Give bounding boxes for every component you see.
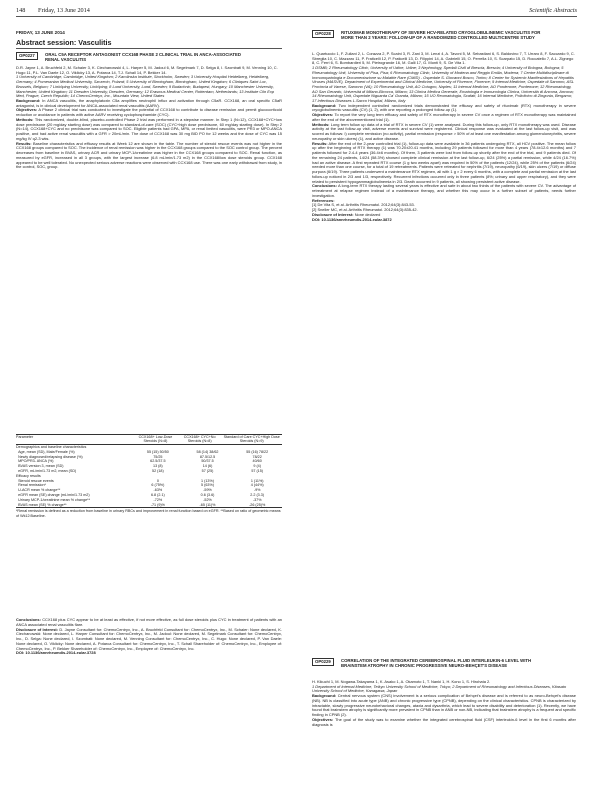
methods-para: Methods: This randomized, double-blind, placebo-controlled Phase 2 trial was performed in a stepwise manner. In Step 1 (N=12), CCX168+CYC+low dose prednisone (20 mg/day starting dose) was compared to standard-of-care (SOC) (CYC+high dose prednisone, 60 mg/day starting dose). In Step 2 (N=14), CCX168+CYC and no prednisone was compared to SOC. Eligible patients had GPA, MPA, or renal limited vasculitis, were PR3 or MPO-ANCA positive, and had active renal vasculitis with a GFR > 20mL/min. The dose of CCX168 was 30 mg BID PO for 12 weeks and the dose of CYC was 15 mg/kg IV q2-3 wks.: [16, 116, 282, 141]
references-label: References:: [312, 197, 335, 203]
table-row: eGFR, mL/min/1.73 m2, mean (SD) 52 (18) 57 (25) 57 (15): [18, 469, 264, 474]
table-row: U-ACR mean % change** -63% -59% -9%: [18, 488, 261, 493]
table-row: Steroid rescue events 0 1 (13%) 1 (11%): [18, 478, 264, 483]
op0228-body: [312, 52, 576, 222]
table-row: BVAS version 3, mean (SD) 13 (8) 14 (6) 9 (4): [18, 464, 261, 469]
table-row: Newly diagnosed/relapsing disease (%) 75/25 87.5/12.5 78/22: [18, 454, 262, 459]
session-date: FRIDAY, 13 JUNE 2014: [16, 30, 65, 35]
op0228-title-block: [312, 30, 576, 40]
abstract-title: ORAL C5A RECEPTOR ANTAGONIST CCX168 PHASE 2 CLINICAL TRIAL IN ANCA-ASSOCIATED RENAL VASCULITIS: [44, 52, 241, 62]
op0229-title-block: [312, 658, 576, 668]
table-row: Urinary MCP-1/creatinine mean % change** -72% -52% -37%: [18, 497, 262, 502]
table-section: Efficacy results: [16, 473, 41, 478]
table-row: Age, mean (SD), Male/Female (%) 55 (15) 50/50 58 (14) 38/62 55 (16) 78/22: [18, 449, 269, 454]
table-row: eGFR mean (SE) change (mL/min/1.73 m2) 6.8 (2.1) 0.6 (3.6) 2.2 (3.3): [18, 493, 265, 498]
results-table: [16, 434, 282, 518]
table-row: MPO/PR3- ANCA (%) 62.5/37.5 50/37.5 40/60: [18, 459, 262, 464]
abstract-title: CORRELATION OF THE INTEGRATED CEREBROSPINAL FLUID INTERLEUKIN-6 LEVEL WITH BRAINSTEM ATROPHY IN CHRONIC PROGRESSIVE NEURO-BEHÇET'S DISEASE: [340, 658, 532, 668]
table-row: BVAS mean (SE) % change** -71 (9)% -65 (11)% -26 (25)%: [18, 502, 266, 507]
background-para: Background: Two independent controlled randomized trials demonstrated the efficacy and safety of rituximab (RTX) monotherapy in severe cryoglobulinemic vasculitis (CV) (1, 2), with one reporting a prolonged follow-up (1).: [312, 102, 577, 113]
abstract-code: OP0228: [312, 30, 334, 38]
op0227-body: [16, 66, 282, 170]
affiliations: 1 Department of Internal Medicine, Teikyo University School of Medicine, Tokyo; 2 Department of Rheumatology and Infectious Diseases, Kitasato University School of Medicine, Kanagawa, Japan: [312, 683, 567, 694]
op0227-title-block: [16, 52, 282, 62]
background-para: Background: Central nervous system (CNS) involvement is a serious complication of Behçet's disease and is referred to as neuro-Behçet's disease (NB). NB is classified into acute type (ANB) and chronic progressive type (CPNB), depending on the clinical characteristics. CPNB is characterized by intractable, slowly progressive neurobehavioral changes, ataxia and dysarthria, which lead to severe disability and deterioration (1). Recently, we have found that brainstem atrophy is significantly more prevalent in CPNB than in ANB or non-NB, indicating that brainstem atrophy is a frequent and specific finding in CPNB (2).: [312, 693, 576, 718]
page-number: 148: [16, 7, 26, 14]
header-date: Friday, 13 June 2014: [38, 7, 90, 14]
op0227-end: [16, 618, 282, 656]
reference-item: [2] Sneller MC, et al. Arthritis Rheumatol. 2012;64(3):835-42.: [312, 207, 418, 213]
objectives-para: Objectives: To report the very long term efficacy and safety of RTX monotherapy in severe CV once a regimen of RTX monotherapy was maintained after the end of the abovementioned trial (1).: [312, 112, 576, 122]
affiliations: 1 DSMB; 2 Rheumatology Clinic, University of Udine, Udine; 3 Nephrology, Spedali Civili di Brescia, Brescia; 4 University of Bologna, Bologna; 5 Rheumatology Unit, University of Pisa, Pisa; 6 Rheumatology Clinic, University of Modena and Reggio Emilia, Modena; 7 Centre Multidisciplinare di Immunopatologia e Documentazione su Malattie Rare (CMID) - Ospedale S. Giovanni Bosco, Torino; 8 Center for Systemic Manifestations of Hepatitis Viruses (MASVE), Department of Experimental and Clinical Medicine, University of Florence, Florence; 9 Internal Medicine, Ospedale di Saronno, ASL Provincia di Varese, Saronno (VA); 10 Rheumatology Unit, AO Cotugno, Naples; 11 Internal Medicine, AO Pordenone, Pordenone; 12 Rheumatology, AO San Gerardo, Università di Milano-Bicocca, Milano; 13 Clinica Medica Generale, Ematologia e Immunologia Clinica, Università di Ancona, Ancona; 14 Rheumatology Unit, Ospedale Niguarda Ca' Granda, Milano; 15 UO Reumatologia, Scafati; 16 Internal Medicine, Policlinico di Zingonia, Bergamo; 17 Infectious Diseases L.Sacco Hospital, Milano, Italy: [312, 65, 574, 104]
background-para: Background: In ANCA vasculitis, the anaphylatoxin C5a amplifies neutrophil influx and activation through C5aR. CCX168, an oral specific C5aR antagonist, is in clinical development for ANCA-associated renal vasculitis (AARV).: [16, 97, 282, 108]
affiliations: 1 University of Cambridge, Cambridge, United Kingdom; 2 Karolinska Institute, Stockholm, Sweden; 3 University Hospital Heidelberg, Heidelberg, Germany; 4 Pomeranian Medical University, Szczecin, Poland; 5 University of Birmingham, Birmingham, United Kingdom; 6 Cliniques Saint Luc, Brussels, Belgium; 7 Linköping University, Linköping; 8 Lund University, Lund, Sweden; 9 Budachnic, Budapest, Hungary; 10 Manchester University, Manchester, United Kingdom; 11 Dresden University, Dresden, Germany; 12 Erasmus Medical Center, Rotterdam, Netherlands; 13 Institute Clin Exp Med, Prague, Czech Republic; 14 ChemoCentryx, Inc., Mountain View, United States: [16, 74, 275, 99]
journal-name: Scientific Abstracts: [529, 7, 577, 14]
table-header-row: Parameter CCX168+ Low-Dose Steroids (N=8) CCX168+ CYC+No Steroids (N=8) Standard of Care CYC+High Dose Steroids (N=9): [16, 435, 280, 444]
objectives-para: Objectives: The goal of the study was to examine whether the integrated cerebrospinal fluid (CSF) interleukin-6 level in the first 6 months after diagnosis is: [312, 716, 576, 727]
conclusions-para: Conclusions: A long-term RTX therapy lasting several years is effective and safe in about two thirds of the patients with severe CV. The advantage of retreatment at relapse regimen instead of a maintenance therapy, and whether this may occur in a further subset of patients, needs further investigation.: [312, 183, 576, 198]
conclusions-para: Conclusions: CCX168 plus CYC appear to be at least as effective, if not more effective, as full dose steroids plus CYC in treatment of patients with an ANCA associated renal vasculitis flare.: [16, 617, 282, 627]
methods-para: Methods: Long term follow up data of a trial of RTX in severe CV (1) were analysed. During this follow-up, only RTX monotherapy was used. Disease activity at the last follow-up visit, adverse events and survival were registered. Clinical response was evaluated at the last follow-up visit, and was scored as follows: i) complete remission (no activity), partial remission (response > 50% of at least one manifestation among glomerulonephritis, severe neuropathy or skin ulcers) (1), and active disease.: [312, 121, 576, 141]
abstract-title: RITUXIMAB MONOTHERAPY OF SEVERE HCV-RELATED CRYOGLOBULINEMIC VASCULITIS FOR MORE THAN 2 YEARS: FOLLOW-UP OF A RANDOMIZED CONTROLLED MULTICENTRE STUDY: [340, 30, 541, 40]
author-list: H. Kikuchi 1, M. Nogawa-Takayama 1, K. Asako 1, A. Okamoto 1, T. Nanki 1, H. Kono 1, S. Hirohata 2.: [312, 679, 491, 684]
op0229-body: [312, 680, 576, 727]
abstract-code: OP0229: [312, 658, 334, 666]
reference-item: [1] De Vita S, et al. Arthritis Rheumatol. 2012;64(3):843-53.: [312, 202, 415, 208]
session-rule: [16, 48, 282, 49]
table-footnote: *Renal remission is defined as a reduction from baseline in urinary RBCs and improvement in renal function based on eGFR. **Based on ratio of geometric means of Wk12:Baseline.: [16, 509, 281, 518]
objectives-para: Objectives: A Phase 2 clinical trial was conducted to investigate the potential of CCX168 to contribute to disease remission and permit glucocorticoid reduction or avoidance in patients with active AARV receiving cyclophosphamide (CYC).: [16, 107, 282, 118]
header-rule: [16, 16, 577, 17]
abstract-code: OP0227: [16, 52, 38, 60]
author-list: D.R. Jayne 1, A. Bruchfeld 2, M. Schaier 3, K. Ciechanowski 4, L. Harper 5, M. Jadoul 6, M. Segelmark 7, D. Selga 8, I. Szombati 9, M. Venning 10, C. Hugo 11, P.L. Van Daele 12, O. Viklicky 13, A. Potarca 14, T.J. Schall 14, P. Bekker 14.: [16, 65, 278, 75]
results-para: Results: Baseline characteristics and efficacy results at Week 12 are shown in the table. The number of steroid rescue events was not higher in the CCX168 groups compared to SOC. The incidence of renal remission was higher in the CCX168 groups compared to the SOC control group. The percent decreases from baseline in BVAS, urinary ACR and urinary MCP-1/creatinine was higher in the CCX168 groups compared to SOC. Renal function, as measured by eGFR, increased in all 3 groups, with the largest increase (6.8 mL/min/1.73 m2) in the CCX168/low dose steroids group. CCX168 appeared to be well tolerated. No unexpected serious adverse reactions were observed with CCX168 use. There was one early withdrawal from study, in the control, SOC, group.: [16, 140, 282, 170]
session-title: Abstract session: Vasculitis: [16, 38, 112, 47]
disclosure-para: Disclosure of Interest: D. Jayne Consultant for: ChemoCentryx, Inc., A. Bruchfeld Consultant for: ChemoCentryx, Inc., M. Schaier: None declared, K. Ciechanowski: None declared, L. Harper Consultant for: ChemoCentryx, Inc., M. Jadoul: None declared, M. Segelmark Consultant for: ChemoCentryx, Inc., D. Selga: None declared, I. Szombati: None declared, M. Venning Consultant for: ChemoCentryx, Inc., C. Hugo: None declared, P. Van Daele: None declared, O. Viklicky: None declared, A. Potarca Consultant for: ChemoCentryx, Inc., T. Schall Shareholder of: ChemoCentryx, Inc., Employee of: ChemoCentryx, Inc., P. Bekker Shareholder of: ChemoCentryx, Inc., Employee of: ChemoCentryx, Inc.: [16, 626, 282, 651]
doi: DOI: 10.1136/annrheumdis-2014-eular.3872: [312, 216, 392, 222]
table-section: Demographics and baseline characteristics: [16, 445, 87, 450]
doi: DOI: 10.1136/annrheumdis-2014-eular.3728: [16, 650, 96, 656]
results-para: Results: After the end of the 2-year controlled trial (1), follow-up data were available in 36 patients undergoing RTX, all HCV positive. The mean follow up after the beginning of RTX therapy (1) was 70.20±20.41 months, including 29 patients followed for more than 4 years (78.4±12.6 months) and 7 patients followed for 2.4-4 years (36.4±6 months). Of them, 3 patients were lost from follow-up shortly after the end of the trial, and 9 patients died. Of the remaining 24 patients, 14/24 (58.3%) showed complete clinical remission at the last follow-up, 6/24 (25%) a partial remission, while 4/24 (16.7%) had an active disease. A first repeated RTX course (1 g two weeks apart) was required in 50% of the patients (12/24), while 25% of the patients (6/24) needed more than one course, for a total of 19 retreatments. Patients were retreated for nephritis (7/19), neuropathy (6/19), skin ulcers (7/19) or diffuse purpura (6/19). Three patients underwent a maintenance RTX regimen, all with 1 g × 2 every 6 months, with a complete and partial remission at the last follow-up noticed in 2/3 and 1/3, respectively. Recurrent infections occurred only in three patients (8%; urinary and upper respiratory), and they were related to persistent hypogammaglobulinemia in 2/3. Death occurred in 9 patients, all showing persistent active disease.: [312, 140, 576, 184]
table-row: Renal remission* 6 (75%) 5 (63%) 4 (44%): [18, 483, 264, 488]
author-list: L. Quartuccio 1, F. Zuliani 2, L. Corazza 2, P. Scaini 3, R. Zani 3, M. Lenzi 4, A. Tavoni 5, M. Sebastiani 6, S. Baldovino 7, T. Urraro 8, F. Saccardo 9, C. Sbreglia 10, C. Mazzaro 11, P. Fraticelli 12, P. Fraticelli 13, D. Filippini 14, A. Gabrielli 15, O. Perrella 10, S. Scarpato 15, D. Roccatello 7, A.L. Zignego 8, C. Ferri 6, S. Bombardieri 5, M. Pietrogrande 16, M. Galli 17, G. Monti 9, S. De Vita 1.: [312, 51, 575, 66]
disclosure-para: Disclosure of Interest: None declared: [312, 211, 381, 217]
